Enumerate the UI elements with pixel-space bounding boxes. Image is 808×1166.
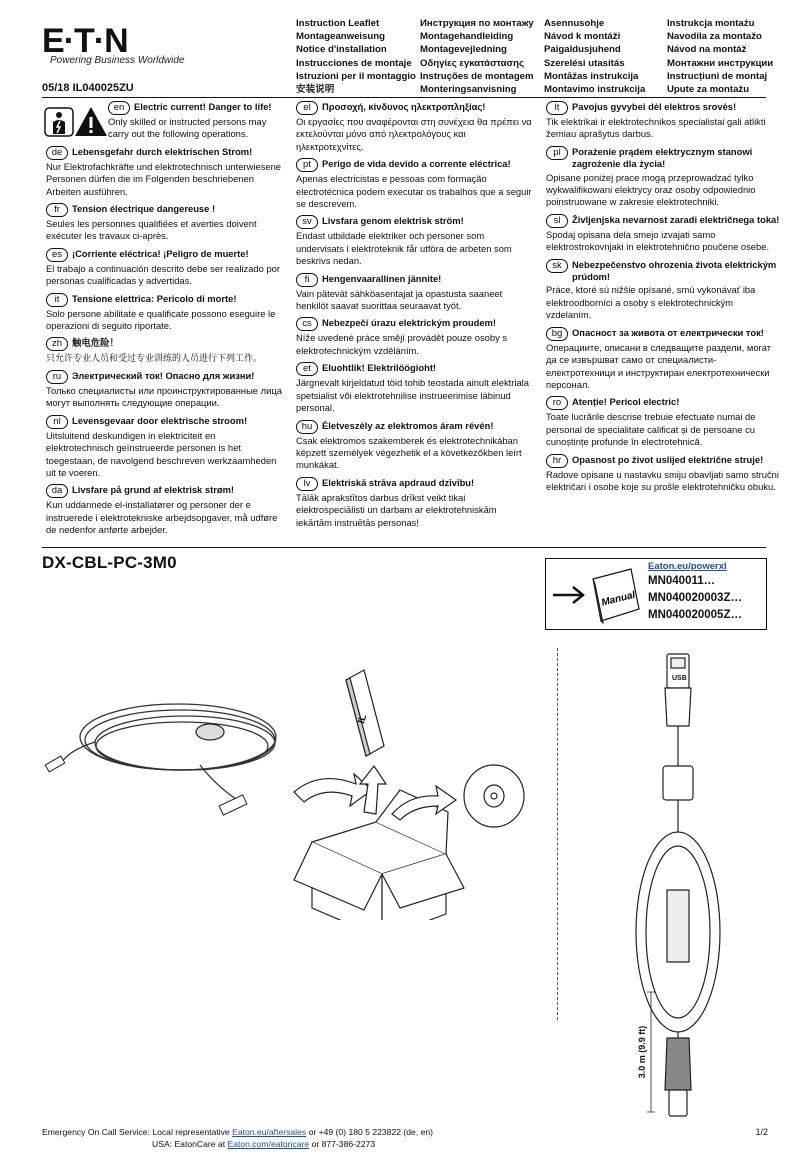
warning-it [46, 293, 284, 333]
warning-text: Spodaj opisana dela smejo izvajati samo elektrostrokovnjaki in elektrotehnično poučene osebe. [546, 228, 770, 253]
page-number: 1/2 [755, 1127, 768, 1137]
header-rule [42, 97, 766, 98]
warning-title: Življenjska nevarnost zaradi električnega toka! [572, 213, 780, 225]
warnings-col1 [46, 101, 284, 542]
lang-tag: sl [546, 214, 568, 228]
lang-tag: lt [546, 101, 568, 115]
warning-text: Solo persone abilitate e qualificate possono eseguire le operazioni di seguito riportate. [46, 307, 276, 332]
usb-label: USB [672, 675, 687, 682]
leaflet-title: 安装说明 [296, 84, 335, 96]
lang-tag: es [46, 248, 68, 262]
leaflet-title: Montagehandleiding [420, 31, 514, 43]
lang-tag: en [108, 101, 130, 115]
warning-bg [546, 327, 780, 392]
warning-title: Tension électrique dangereuse ! [72, 203, 216, 215]
eaton-logo: E·T·N [42, 22, 128, 60]
leaflet-title: Notice d'installation [296, 44, 387, 56]
leaflet-title: Инструкция по монтажу [420, 18, 534, 29]
lang-tag: zh [46, 337, 68, 351]
warning-lt [546, 101, 780, 141]
warning-title: Tensione elettrica: Pericolo di morte! [72, 292, 237, 304]
warning-title: Livsfare på grund af elektrisk strøm! [72, 484, 235, 496]
lang-tag: cs [296, 317, 318, 331]
warning-text: Práce, ktoré sú nižšie opísané, smú vykonávať iba elektroodborníci a osoby s elektrotechnickým vzdelaním. [546, 284, 756, 321]
warning-title: Hengenvaarallinen jännite! [322, 272, 442, 284]
warning-ru [46, 370, 284, 410]
warning-title: Elektriskā strāva apdraud dzīvību! [322, 476, 475, 488]
leaflet-title: Instrucciones de montaje [296, 57, 412, 69]
warning-ro [546, 396, 780, 448]
warning-el [296, 101, 534, 153]
leaflet-title: Montāžas instrukcija [544, 70, 639, 82]
lang-tag: nl [46, 415, 68, 429]
warning-text: Οι εργασίες που αναφέρονται στη συνέχεια θα πρέπει να εκτελούνται μόνο από ηλεκτρολόγους και ηλεκτροτεχνίτες. [296, 116, 532, 152]
leaflet-title: Navodila za montažo [667, 31, 762, 43]
warning-sl [546, 214, 780, 254]
warning-text: Radove opisane u nastavku smiju obavljati samo stručni električari i osobe koje su prošle elektrotehničku obuku. [546, 468, 779, 492]
warning-fr [46, 203, 284, 243]
lang-tag: et [296, 362, 318, 376]
lang-tag: da [46, 484, 68, 498]
warnings-col2 [296, 101, 534, 534]
footer-line2 [152, 1139, 375, 1150]
warning-text: Järgnevalt kirjeldatud töid tohib teostada ainult elektriala spetsialist või elektrotehnilise instrueerimise läbinud personal. [296, 377, 529, 414]
warning-text: Endast utbildade elektriker och personer som undervisats i elektroteknik får utföra de arbeten som beskrivs nedan. [296, 230, 512, 267]
warning-text: Только специалисты или проинструктированные лица могут выполнять следующие операции. [46, 384, 282, 409]
product-name: DX-CBL-PC-3M0 [42, 553, 177, 572]
warning-sk [546, 259, 780, 322]
leaflet-title: Paigaldusjuhend [544, 44, 621, 56]
leaflet-title: Návod k montáži [544, 31, 621, 43]
leaflet-titles-col2 [420, 17, 545, 96]
warning-text: Seules les personnes qualifiées et averties doivent exécuter les travaux ci-après. [46, 218, 257, 242]
tagline: Powering Business Worldwide [50, 55, 185, 66]
warnings-col3 [546, 101, 780, 498]
warning-title: ¡Corriente eléctrica! ¡Peligro de muerte! [72, 247, 249, 259]
lang-tag: it [46, 293, 68, 307]
warning-lv [296, 477, 534, 529]
warning-es [46, 248, 284, 288]
warning-en [46, 101, 284, 141]
package-contents-illustration [280, 662, 540, 920]
warning-title: Электрический ток! Опасно для жизни! [72, 369, 255, 381]
leaflet-title: Montagevejledning [420, 44, 507, 56]
lang-tag: de [46, 146, 68, 160]
manual-book-icon [551, 565, 643, 625]
lang-tag: bg [546, 327, 568, 341]
manual-item: MN040020005Z… [648, 609, 742, 621]
warning-text: Tālāk aprakstītos darbus drīkst veikt tikai elektrospeciālisti un darbam ar elektrotehniskām iekārtām instruētās personas! [296, 491, 497, 528]
leaflet-title: Monteringsanvisning [420, 84, 517, 96]
warning-title: Lebensgefahr durch elektrischen Strom! [72, 145, 253, 157]
coiled-cable-illustration [40, 690, 280, 820]
warning-text: El trabajo a continuación descrito debe ser realizado por personas cualificadas y advertidas. [46, 262, 280, 287]
leaflet-title: Návod na montáž [667, 44, 747, 56]
lang-tag: sk [546, 259, 568, 273]
leaflet-title: Asennusohje [544, 18, 605, 29]
lang-tag: ro [546, 396, 568, 410]
warning-text: Uitsluitend deskundigen in elektriciteit en elektrotechnisch geïnstrueerde personen is het toegestaan, de navolgend beschreven werkzaamheden uit te voeren. [46, 429, 277, 478]
warning-hu [296, 420, 534, 472]
manual-link[interactable]: Eaton.eu/powerxl [648, 561, 727, 572]
footer-text: or 877-386-2273 [309, 1139, 376, 1149]
warning-title: Nebezpečí úrazu elektrickým proudem! [322, 317, 497, 329]
warning-text: Tik elektrikai ir elektrotechnikos specialistai gali atlikti žemiau aprašytus darbus. [546, 116, 766, 140]
warning-title: Livsfara genom elektrisk ström! [322, 215, 464, 227]
warning-text: Apenas electricistas e pessoas com formação electrotécnica podem executar os trabalhos que a seguir se descrevem. [296, 173, 532, 210]
manual-book-label: Manual [600, 589, 637, 609]
leaflet-title: Instruções de montagem [420, 70, 534, 82]
warning-text: Vain pätevät sähköasentajat ja opastusta saaneet henkilöt saavat suorittaa seuraavat työt. [296, 287, 503, 312]
leaflet-title: Szerelési utasítás [544, 57, 625, 69]
document-number: 05/18 IL040025ZU [42, 82, 134, 94]
warning-text: Only skilled or instructed persons may carry out the following operations. [108, 116, 267, 140]
warning-pl [546, 146, 780, 209]
warning-title: Levensgevaar door elektrische stroom! [72, 414, 248, 426]
warning-text: Kun uddannede el-installatører og personer der e instruerede i elektrotekniske arbejdsopgaver, må udføre de nedenfor anførte arbejder. [46, 499, 278, 536]
warning-text: Nur Elektrofachkräfte und elektrotechnisch unterwiesene Personen dürfen die im Folgenden beschriebenen Arbeiten ausführen. [46, 160, 282, 197]
warning-title: Atenție! Pericol electric! [572, 396, 680, 408]
footer-text: USA: EatonCare at [152, 1139, 228, 1149]
warning-et [296, 362, 534, 414]
warning-title: Опасност за живота от електрически ток! [572, 326, 764, 338]
aftersales-link[interactable]: Eaton.eu/aftersales [232, 1127, 307, 1137]
lang-tag: fr [46, 203, 68, 217]
cable-length-label: 3.0 m (9.9 ft) [637, 1025, 647, 1079]
leaflet-title: Монтажни инструкции [667, 57, 774, 69]
warning-cs [296, 317, 534, 357]
leaflet-title: Instrucțiuni de montaj [667, 70, 768, 82]
warning-sv [296, 215, 534, 267]
warning-title: Pavojus gyvybei dėl elektros srovės! [572, 101, 737, 112]
lang-tag: lv [296, 477, 318, 491]
lang-tag: hr [546, 454, 568, 468]
leaflet-titles-col3 [544, 17, 669, 96]
leaflet-title: Instrukcja montażu [667, 18, 755, 29]
warning-fi [296, 273, 534, 313]
footer-text: Emergency On Call Service: Local representative [42, 1127, 233, 1137]
lang-tag: hu [296, 420, 318, 434]
warning-title: Electric current! Danger to life! [134, 101, 272, 112]
warning-pt [296, 158, 534, 210]
lang-tag: fi [296, 273, 318, 287]
cable-usb-illustration [625, 650, 725, 1120]
leaflet-title: Montageanweisung [296, 31, 386, 43]
leaflet-title: Instruction Leaflet [296, 18, 380, 29]
eatoncare-link[interactable]: Eaton.com/eatoncare [227, 1139, 310, 1149]
footer-text: or +49 (0) 180 5 223822 (de, en) [306, 1127, 434, 1137]
warning-title: Nebezpečenstvo ohrozenia života elektrickým prúdom! [572, 258, 777, 283]
warning-text: Toate lucrările descrise trebuie efectuate numai de personal de specialitate calificat și de persoane cu cunoștințe profunde în electrotehnică. [546, 411, 756, 448]
leaflet-title: Montavimo instrukcija [544, 84, 646, 96]
section-rule [42, 547, 766, 548]
leaflet-title: Upute za montažu [667, 84, 750, 96]
manual-item: MN040011… [648, 575, 716, 587]
warning-de [46, 146, 284, 198]
figure-divider [557, 648, 558, 1020]
warning-title: Perigo de vida devido a corrente eléctrica! [322, 158, 511, 170]
leaflet-title: Οδηγίες εγκατάστασης [420, 57, 524, 69]
warning-text: 只允许专业人员和受过专业训练的人员进行下列工作。 [46, 353, 263, 364]
warning-title: Προσοχή, κίνδυνος ηλεκτροπληξίας! [322, 101, 486, 112]
manual-item: MN040020003Z… [648, 592, 742, 604]
lang-tag: ru [46, 370, 68, 384]
leaflet-title: Istruzioni per il montaggio [296, 70, 416, 82]
warning-text: Операциите, описани в следващите раздели, могат да се извършват само от специалисти-електротехници и инструктиран електротехнически персонал. [546, 341, 772, 390]
warning-text: Níže uvedené práce smějí provádět pouze osoby s elektrotechnickým vzděláním. [296, 332, 508, 356]
leaflet-label: IL [356, 713, 370, 725]
warning-nl [46, 415, 284, 480]
warning-zh [46, 337, 284, 364]
warning-text: Opisane poniżej prace mogą przeprowadzać tylko wykwalifikowani elektrycy oraz osoby odpowiednio poinstruowane w zakresie elektrotechniki. [546, 171, 756, 208]
leaflet-titles-col4 [667, 17, 797, 96]
leaflet-titles-col1 [296, 17, 421, 96]
warning-title: 触电危险！ [72, 337, 119, 349]
lang-tag: sv [296, 215, 318, 229]
warning-title: Opasnost po život uslijed električne struje! [572, 453, 764, 465]
warning-da [46, 484, 284, 536]
warning-title: Eluohtlik! Elektrilöögioht! [322, 362, 437, 374]
warning-title: Porażenie prądem elektrycznym stanowi zagrożenie dla życia! [572, 145, 753, 170]
footer-line1 [42, 1127, 433, 1138]
lang-tag: pt [296, 158, 318, 172]
lang-tag: el [296, 101, 318, 115]
warning-text: Csak elektromos szakemberek és elektrotechnikában képzett személyek végezhetik el a következőkben leírt munkákat. [296, 434, 522, 471]
warning-title: Életveszély az elektromos áram révén! [322, 419, 494, 431]
warning-hr [546, 454, 780, 494]
lang-tag: pl [546, 146, 568, 160]
